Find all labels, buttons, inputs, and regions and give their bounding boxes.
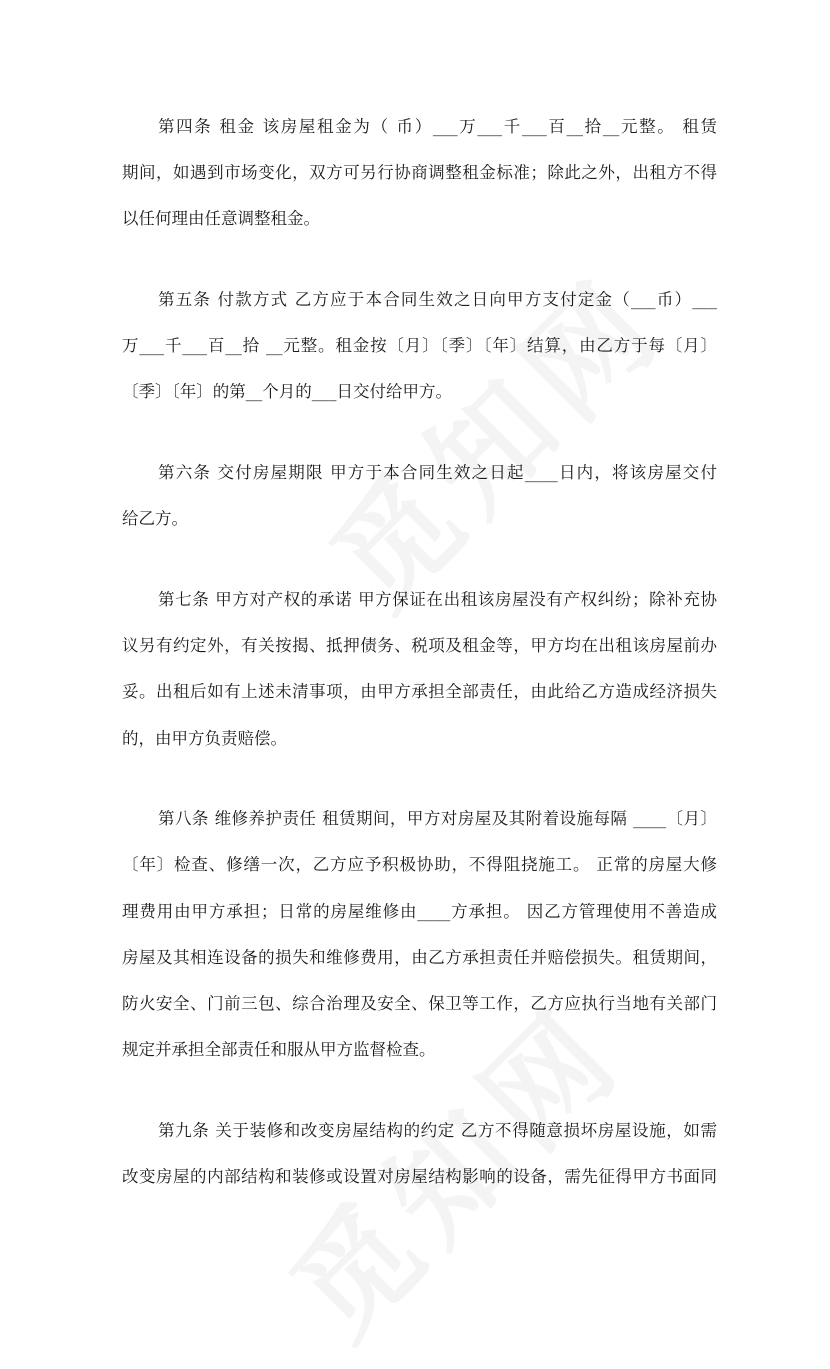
- text-line: 房屋及其相连设备的损失和维修费用，由乙方承担责任并赔偿损失。租赁期间，: [122, 947, 717, 967]
- article-5-paragraph: [122, 277, 717, 416]
- text-line: 妥。出租后如有上述未清事项，由甲方承担全部责任，由此给乙方造成经济损失: [122, 682, 717, 702]
- text-line: 的，由甲方负责赔偿。: [122, 728, 287, 748]
- text-line: 给乙方。: [122, 509, 188, 529]
- contract-body: [122, 104, 717, 1235]
- text-line: 改变房屋的内部结构和装修或设置对房屋结构影响的设备，需先征得甲方书面同: [122, 1167, 717, 1187]
- text-line: 第六条 交付房屋期限 甲方于本合同生效之日起____日内，将该房屋交付: [158, 463, 717, 483]
- text-line: 第四条 租金 该房屋租金为（ 币）___万___千___百__拾__元整。 租赁: [158, 117, 717, 136]
- text-line: 规定并承担全部责任和服从甲方监督检查。: [122, 1040, 436, 1060]
- article-7-paragraph: [122, 577, 717, 762]
- text-line: 以任何理由任意调整租金。: [122, 209, 320, 229]
- text-line: 议另有约定外，有关按揭、抵押债务、税项及租金等，甲方均在出租该房屋前办: [122, 636, 717, 656]
- text-line: 理费用由甲方承担；日常的房屋维修由____方承担。 因乙方管理使用不善造成: [122, 901, 717, 921]
- article-4-paragraph: [122, 104, 717, 243]
- text-line: 第七条 甲方对产权的承诺 甲方保证在出租该房屋没有产权纠纷；除补充协: [158, 590, 717, 609]
- text-line: 期间，如遇到市场变化，双方可另行协商调整租金标准；除此之外，出租方不得: [122, 163, 717, 183]
- article-9-paragraph: [122, 1108, 717, 1200]
- text-line: 〔年〕检查、修缮一次，乙方应予积极协助，不得阻挠施工。 正常的房屋大修: [122, 855, 717, 875]
- article-8-paragraph: [122, 796, 717, 1073]
- text-line: 第八条 维修养护责任 租赁期间，甲方对房屋及其附着设施每隔 ____〔月〕: [158, 809, 717, 829]
- article-6-paragraph: [122, 450, 717, 542]
- text-line: 〔季〕〔年〕的第__个月的___日交付给甲方。: [122, 382, 452, 402]
- text-line: 第五条 付款方式 乙方应于本合同生效之日向甲方支付定金（___币）___: [158, 290, 717, 310]
- text-line: 防火安全、门前三包、综合治理及安全、保卫等工作，乙方应执行当地有关部门: [122, 994, 717, 1013]
- text-line: 万___千___百__拾 __元整。租金按〔月〕〔季〕〔年〕结算，由乙方于每〔月〕: [122, 336, 717, 356]
- text-line: 第九条 关于装修和改变房屋结构的约定 乙方不得随意损坏房屋设施，如需: [158, 1120, 717, 1140]
